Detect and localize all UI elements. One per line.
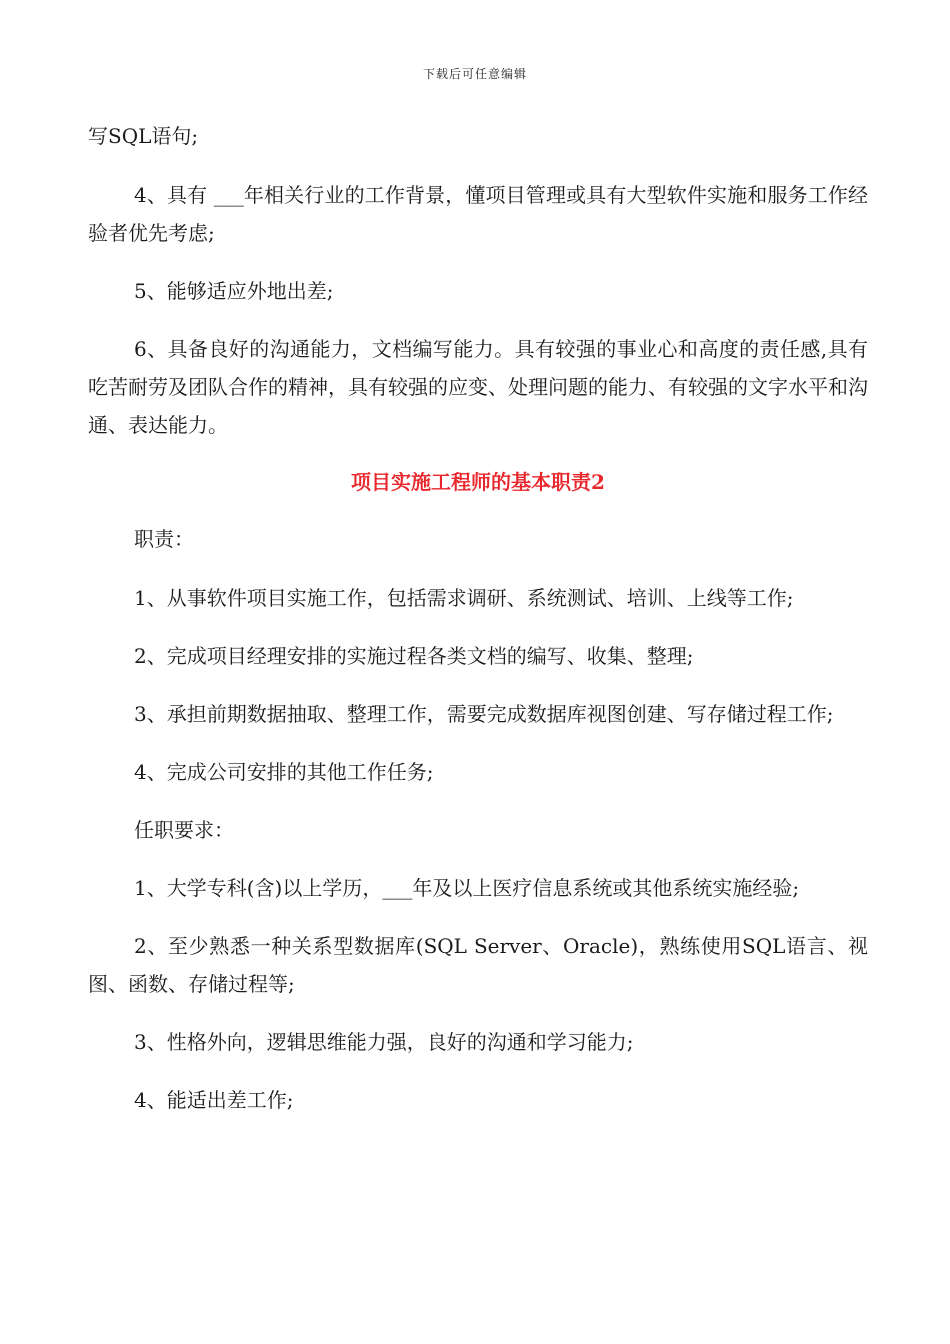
- duties-label: 职责：: [134, 527, 194, 551]
- requirement-item: 3、性格外向，逻辑思维能力强，良好的沟通和学习能力;: [134, 1030, 634, 1054]
- paragraph-sql-continuation: 写SQL语句;: [88, 124, 199, 148]
- paragraph-requirement-4: 4、具有 ___年相关行业的工作背景，懂项目管理或具有大型软件实施和服务工作经验者优先考虑;: [88, 183, 868, 245]
- section-title: 项目实施工程师的基本职责2: [351, 470, 605, 494]
- paragraph-requirement-5: 5、能够适应外地出差;: [134, 279, 334, 303]
- page-header-note: 下载后可任意编辑: [422, 67, 527, 81]
- paragraph-requirement-6: 6、具备良好的沟通能力，文档编写能力。具有较强的事业心和高度的责任感,具有吃苦耐劳及团队合作的精神，具有较强的应变、处理问题的能力、有较强的文字水平和沟通、表达能力。: [88, 337, 868, 437]
- duty-item: 3、承担前期数据抽取、整理工作，需要完成数据库视图创建、写存储过程工作;: [134, 702, 834, 726]
- duty-item: 2、完成项目经理安排的实施过程各类文档的编写、收集、整理;: [134, 644, 694, 668]
- requirements-label: 任职要求：: [134, 818, 234, 842]
- requirement-item: 2、至少熟悉一种关系型数据库(SQL Server、Oracle)，熟练使用SQL语言、视图、函数、存储过程等;: [88, 934, 868, 996]
- duty-item: 1、从事软件项目实施工作，包括需求调研、系统测试、培训、上线等工作;: [134, 586, 794, 610]
- duty-item: 4、完成公司安排的其他工作任务;: [134, 760, 434, 784]
- requirement-item: 1、大学专科(含)以上学历，___年及以上医疗信息系统或其他系统实施经验;: [134, 876, 800, 900]
- requirement-item: 4、能适出差工作;: [134, 1088, 294, 1112]
- document-body: [88, 117, 868, 1119]
